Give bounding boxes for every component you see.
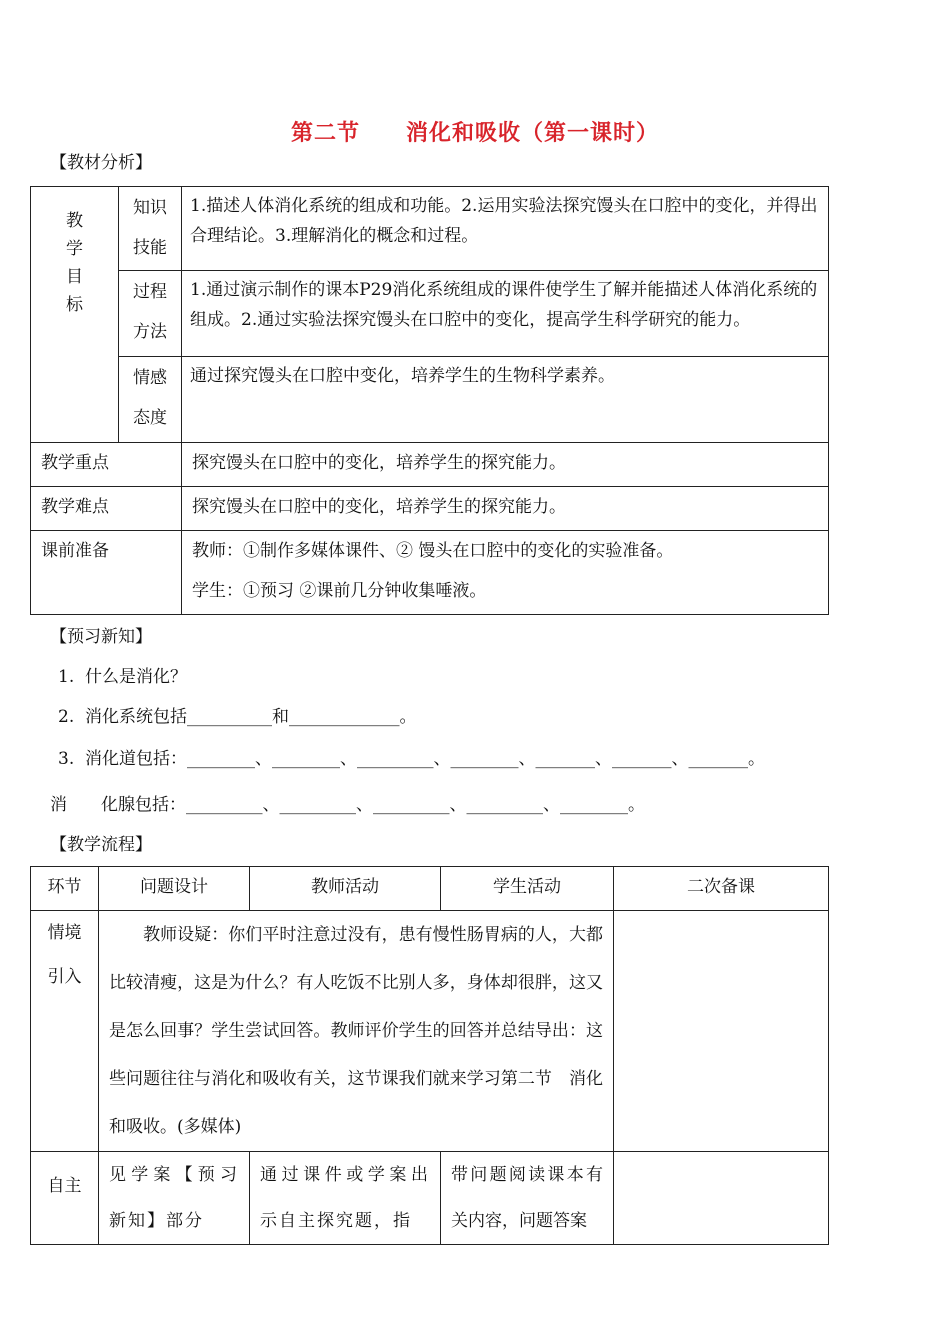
page-title: 第二节 消化和吸收（第一课时） bbox=[290, 121, 659, 146]
goals-label-char: 目 bbox=[66, 267, 83, 287]
stage-label: 自主 bbox=[47, 1176, 82, 1196]
goal-sublabel: 技能 bbox=[133, 238, 167, 258]
goal-sublabel-cell bbox=[119, 187, 182, 271]
question-1: 1. 什么是消化？ bbox=[58, 667, 188, 687]
second-prep-cell bbox=[614, 1152, 829, 1245]
stage-cell bbox=[31, 1152, 99, 1245]
goal-content-emotion: 通过探究馒头在口腔中变化，培养学生的生物科学素养。 bbox=[182, 357, 829, 443]
header-teacher: 教师活动 bbox=[250, 867, 441, 911]
goal-sublabel: 方法 bbox=[133, 322, 167, 342]
question-design-cell: 见学案【预习新知】部分 bbox=[99, 1152, 250, 1245]
goal-sublabel: 知识 bbox=[133, 198, 167, 218]
analysis-table bbox=[30, 186, 829, 615]
goals-label-char: 教 bbox=[66, 211, 83, 231]
question-2: 2. 消化系统包括__________和_____________。 bbox=[58, 707, 417, 727]
section-heading-flow: 【教学流程】 bbox=[50, 835, 152, 855]
student-activity-cell: 带问题阅读课本有关内容，问题答案 bbox=[441, 1152, 614, 1245]
key-point-content: 探究馒头在口腔中的变化，培养学生的探究能力。 bbox=[182, 443, 829, 487]
goal-sublabel-cell bbox=[119, 357, 182, 443]
header-question: 问题设计 bbox=[99, 867, 250, 911]
difficulty-label: 教学难点 bbox=[31, 487, 182, 531]
preparation-content bbox=[182, 531, 829, 615]
preparation-teacher: 教师：①制作多媒体课件、② 馒头在口腔中的变化的实验准备。 bbox=[192, 541, 674, 561]
preparation-student: 学生：①预习 ②课前几分钟收集唾液。 bbox=[192, 581, 487, 601]
header-stage: 环节 bbox=[31, 867, 99, 911]
goal-sublabel: 态度 bbox=[133, 408, 167, 428]
teacher-activity-cell: 通过课件或学案出示自主探究题，指 bbox=[250, 1152, 441, 1245]
second-prep-cell bbox=[614, 911, 829, 1152]
goal-content-knowledge: 1.描述人体消化系统的组成和功能。2.运用实验法探究馒头在口腔中的变化，并得出合理结论。3.理解消化的概念和过程。 bbox=[182, 187, 829, 271]
preparation-label: 课前准备 bbox=[31, 531, 182, 615]
stage-cell bbox=[31, 911, 99, 1152]
goals-label-cell bbox=[31, 187, 119, 443]
question-4: 消 化腺包括：_________、_________、_________、_________、________。 bbox=[50, 795, 645, 815]
section-heading-analysis: 【教材分析】 bbox=[50, 153, 152, 173]
goal-sublabel-cell bbox=[119, 271, 182, 357]
key-point-label: 教学重点 bbox=[31, 443, 182, 487]
header-second-prep: 二次备课 bbox=[614, 867, 829, 911]
difficulty-content: 探究馒头在口腔中的变化，培养学生的探究能力。 bbox=[182, 487, 829, 531]
goals-label-char: 学 bbox=[66, 239, 83, 259]
question-3: 3. 消化道包括：________、________、_________、________、_______、_______、_______。 bbox=[58, 749, 766, 769]
goals-label-char: 标 bbox=[66, 295, 83, 315]
goal-sublabel: 情感 bbox=[133, 368, 167, 388]
stage-label: 情境 bbox=[47, 923, 82, 943]
stage-label: 引入 bbox=[47, 967, 82, 987]
section-heading-preview: 【预习新知】 bbox=[50, 627, 152, 647]
flow-table bbox=[30, 866, 829, 1245]
header-student: 学生活动 bbox=[441, 867, 614, 911]
goal-sublabel: 过程 bbox=[133, 282, 167, 302]
intro-content: 教师设疑：你们平时注意过没有，患有慢性肠胃病的人，大都比较清瘦，这是为什么？有人吃饭不比别人多，身体却很胖，这又是怎么回事？学生尝试回答。教师评价学生的回答并总结导出：这些问题往往与消化和吸收有关，这节课我们就来学习第二节 消化和吸收。(多媒体) bbox=[99, 911, 614, 1152]
goal-content-process: 1.通过演示制作的课本P29消化系统组成的课件使学生了解并能描述人体消化系统的组成。2.通过实验法探究馒头在口腔中的变化，提高学生科学研究的能力。 bbox=[182, 271, 829, 357]
